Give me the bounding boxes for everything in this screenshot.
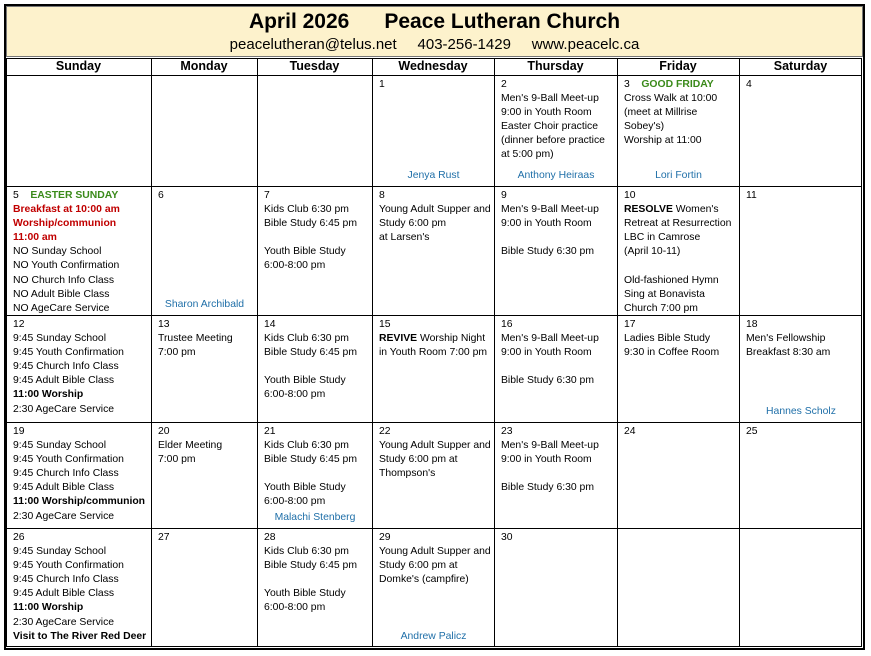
event-line: (dinner before practice	[501, 135, 605, 147]
day-number: 19	[13, 426, 25, 437]
day-number: 8	[379, 190, 385, 201]
day-cell	[152, 316, 257, 422]
event-line: (April 10-11)	[624, 246, 681, 258]
holiday-label: GOOD FRIDAY	[629, 79, 714, 90]
event-line: Bible Study 6:45 pm	[264, 347, 357, 359]
day-cell	[7, 423, 151, 528]
event-line: Visit to The River Red Deer	[13, 630, 147, 642]
day-cell	[258, 187, 372, 315]
event-line: Men's 9-Ball Meet-up	[501, 440, 599, 452]
day-name-wednesday: Wednesday	[398, 59, 468, 73]
volunteer-name: Hannes Scholz	[766, 405, 836, 417]
event-line: Church 7:00 pm	[624, 302, 698, 314]
day-number: 6	[158, 190, 164, 201]
day-number: 2	[501, 79, 507, 90]
event-line	[501, 360, 617, 374]
day-number: 20	[158, 426, 170, 437]
day-number: 17	[624, 319, 636, 330]
day-cell	[7, 529, 151, 647]
event-line: NO AgeCare Service	[13, 302, 110, 314]
day-cell	[740, 423, 862, 528]
day-cell	[258, 316, 372, 422]
day-number: 26	[13, 532, 25, 543]
day-cell	[373, 529, 494, 647]
day-cell	[740, 316, 862, 422]
event-line: 9:45 Sunday School	[13, 440, 107, 452]
event-line: 9:45 Youth Confirmation	[13, 347, 124, 359]
day-cell	[258, 423, 372, 528]
day-number: 7	[264, 190, 270, 201]
event-line: Trustee Meeting	[158, 333, 233, 345]
event-line: Study 6:00 pm	[379, 218, 447, 230]
event-line: Bible Study 6:45 pm	[264, 454, 357, 466]
event-line: Breakfast at 10:00 am	[13, 204, 120, 216]
day-number	[158, 78, 257, 92]
event-line: (meet at Millrise	[624, 107, 698, 119]
event-line: 7:00 pm	[158, 347, 196, 359]
event-line: 9:00 in Youth Room	[501, 107, 592, 119]
day-cell	[618, 187, 739, 315]
day-number: 3 GOOD FRIDAY	[624, 79, 714, 90]
volunteer-name: Sharon Archibald	[164, 298, 245, 310]
event-line: 6:00-8:00 pm	[264, 260, 326, 272]
day-cell	[618, 529, 739, 647]
event-line: Young Adult Supper and	[379, 204, 491, 216]
day-cell	[258, 76, 372, 186]
day-cell	[258, 529, 372, 647]
day-number: 12	[13, 319, 25, 330]
page-title: April 2026 Peace Lutheran Church	[248, 10, 621, 33]
day-number: 29	[379, 532, 391, 543]
day-cell	[7, 76, 151, 186]
day-number: 21	[264, 426, 276, 437]
day-number: 10	[624, 190, 636, 201]
day-cell	[740, 76, 862, 186]
event-line: REVIVE Worship Night	[379, 333, 486, 345]
event-line: Worship/communion	[13, 218, 117, 230]
event-line: Young Adult Supper and	[379, 546, 491, 558]
event-line: Retreat at Resurrection	[624, 218, 732, 230]
volunteer-name: Jenya Rust	[407, 169, 460, 181]
event-line: 9:00 in Youth Room	[501, 218, 592, 230]
event-line: 9:45 Adult Bible Class	[13, 588, 115, 600]
event-line: 6:00-8:00 pm	[264, 496, 326, 508]
event-line: LBC in Camrose	[624, 232, 701, 244]
day-number: 15	[379, 319, 391, 330]
day-number: 22	[379, 426, 391, 437]
contact-line: peacelutheran@telus.net 403-256-1429 www.peacelc.ca	[229, 36, 640, 53]
event-line: Youth Bible Study	[264, 482, 346, 494]
day-cell	[495, 187, 617, 315]
day-name-thursday: Thursday	[527, 59, 584, 73]
event-line: Youth Bible Study	[264, 375, 346, 387]
event-line: 9:45 Church Info Class	[13, 574, 119, 586]
day-cell	[495, 423, 617, 528]
event-line: 2:30 AgeCare Service	[13, 403, 115, 415]
event-line: NO Adult Bible Class	[13, 288, 110, 300]
event-line: 9:45 Church Info Class	[13, 361, 119, 373]
day-cell	[152, 529, 257, 647]
event-line: Sobey's)	[624, 121, 665, 133]
day-name-sunday: Sunday	[55, 59, 102, 73]
day-cell	[740, 529, 862, 647]
event-line: 6:00-8:00 pm	[264, 389, 326, 401]
day-cell	[152, 187, 257, 315]
event-line: Breakfast 8:30 am	[746, 347, 831, 359]
day-number: 1	[379, 79, 385, 90]
event-line: Men's 9-Ball Meet-up	[501, 333, 599, 345]
event-line: 9:45 Youth Confirmation	[13, 560, 124, 572]
day-number	[13, 78, 151, 92]
event-line: 9:45 Adult Bible Class	[13, 375, 115, 387]
event-line: 11:00 Worship/communion	[13, 496, 146, 508]
event-line	[264, 467, 372, 481]
day-cell	[495, 529, 617, 647]
day-number: 4	[746, 79, 752, 90]
holiday-label: EASTER SUNDAY	[18, 190, 119, 201]
event-line: in Youth Room 7:00 pm	[379, 347, 488, 359]
event-line: Bible Study 6:45 pm	[264, 218, 357, 230]
event-line: Kids Club 6:30 pm	[264, 440, 349, 452]
day-cell	[373, 187, 494, 315]
day-number: 23	[501, 426, 513, 437]
event-line: 9:00 in Youth Room	[501, 347, 592, 359]
day-cell	[495, 76, 617, 186]
event-line: Study 6:00 pm at	[379, 454, 458, 466]
volunteer-name: Andrew Palicz	[400, 630, 467, 642]
event-line: 9:45 Youth Confirmation	[13, 454, 124, 466]
event-line: Youth Bible Study	[264, 246, 346, 258]
day-name-monday: Monday	[180, 59, 228, 73]
event-line: Worship at 11:00	[624, 135, 702, 147]
event-line: 9:00 in Youth Room	[501, 454, 592, 466]
day-cell	[373, 316, 494, 422]
event-line: 11:00 am	[13, 232, 57, 244]
calendar-header	[6, 6, 863, 57]
day-cell	[618, 316, 739, 422]
day-number: 9	[501, 190, 507, 201]
day-cell	[618, 76, 739, 186]
event-line: NO Youth Confirmation	[13, 260, 120, 272]
day-number: 30	[501, 532, 513, 543]
event-line: Kids Club 6:30 pm	[264, 333, 349, 345]
event-line: Men's 9-Ball Meet-up	[501, 93, 599, 105]
day-name-saturday: Saturday	[773, 59, 828, 73]
event-line	[264, 360, 372, 374]
event-line: Youth Bible Study	[264, 588, 346, 600]
event-highlight: REVIVE	[379, 333, 418, 345]
event-line: Men's Fellowship	[746, 333, 826, 345]
event-line: Thompson's	[379, 468, 436, 480]
event-line	[264, 573, 372, 587]
event-line: at 5:00 pm)	[501, 149, 554, 161]
event-highlight: RESOLVE	[624, 204, 673, 216]
event-line: Kids Club 6:30 pm	[264, 546, 349, 558]
event-line: Men's 9-Ball Meet-up	[501, 204, 599, 216]
day-number	[624, 531, 739, 545]
event-line: at Larsen's	[379, 232, 430, 244]
event-line: 9:30 in Coffee Room	[624, 347, 720, 359]
event-line: Sing at Bonavista	[624, 288, 705, 300]
event-line	[264, 231, 372, 245]
event-line: Domke's (campfire)	[379, 574, 469, 586]
event-line: NO Church Info Class	[13, 274, 115, 286]
calendar-grid	[6, 58, 862, 647]
day-number: 27	[158, 532, 170, 543]
day-number: 24	[624, 426, 636, 437]
day-number	[746, 531, 862, 545]
event-line: Bible Study 6:30 pm	[501, 375, 594, 387]
volunteer-name: Anthony Heiraas	[517, 169, 595, 181]
day-number: 25	[746, 426, 758, 437]
event-line: Study 6:00 pm at	[379, 560, 458, 572]
day-name-tuesday: Tuesday	[289, 59, 340, 73]
event-line: 2:30 AgeCare Service	[13, 616, 115, 628]
day-cell	[7, 187, 151, 315]
event-line: 11:00 Worship	[13, 602, 84, 614]
event-line: 11:00 Worship	[13, 389, 84, 401]
day-number: 28	[264, 532, 276, 543]
day-cell	[740, 187, 862, 315]
volunteer-name: Malachi Stenberg	[274, 511, 356, 523]
event-line: 6:00-8:00 pm	[264, 602, 326, 614]
day-cell	[495, 316, 617, 422]
day-number: 14	[264, 319, 276, 330]
day-cell	[152, 76, 257, 186]
event-line: Bible Study 6:45 pm	[264, 560, 357, 572]
event-line: 9:45 Church Info Class	[13, 468, 119, 480]
volunteer-name: Lori Fortin	[655, 169, 702, 181]
event-line	[501, 231, 617, 245]
day-cell	[152, 423, 257, 528]
event-line: Ladies Bible Study	[624, 333, 711, 345]
event-line	[624, 259, 739, 273]
day-name-friday: Friday	[659, 59, 697, 73]
day-number: 5 EASTER SUNDAY	[13, 190, 119, 201]
event-line: Young Adult Supper and	[379, 440, 491, 452]
day-number	[264, 78, 372, 92]
event-line: 9:45 Sunday School	[13, 546, 107, 558]
day-cell	[373, 423, 494, 528]
event-line: Bible Study 6:30 pm	[501, 482, 594, 494]
event-line: RESOLVE Women's	[624, 204, 719, 216]
event-line: Old-fashioned Hymn	[624, 274, 719, 286]
event-line: 9:45 Sunday School	[13, 333, 107, 345]
day-cell	[373, 76, 494, 186]
day-cell	[618, 423, 739, 528]
event-line: Elder Meeting	[158, 440, 223, 452]
event-line	[501, 467, 617, 481]
event-line: Bible Study 6:30 pm	[501, 246, 594, 258]
event-line: 2:30 AgeCare Service	[13, 510, 115, 522]
day-number: 11	[746, 190, 757, 201]
day-cell	[7, 316, 151, 422]
event-line: 9:45 Adult Bible Class	[13, 482, 115, 494]
event-line: Kids Club 6:30 pm	[264, 204, 349, 216]
event-line: Easter Choir practice	[501, 121, 599, 133]
day-number: 18	[746, 319, 758, 330]
event-line: NO Sunday School	[13, 246, 102, 258]
day-number: 13	[158, 319, 170, 330]
day-number: 16	[501, 319, 513, 330]
event-line: Cross Walk at 10:00	[624, 93, 718, 105]
event-line: 7:00 pm	[158, 454, 196, 466]
